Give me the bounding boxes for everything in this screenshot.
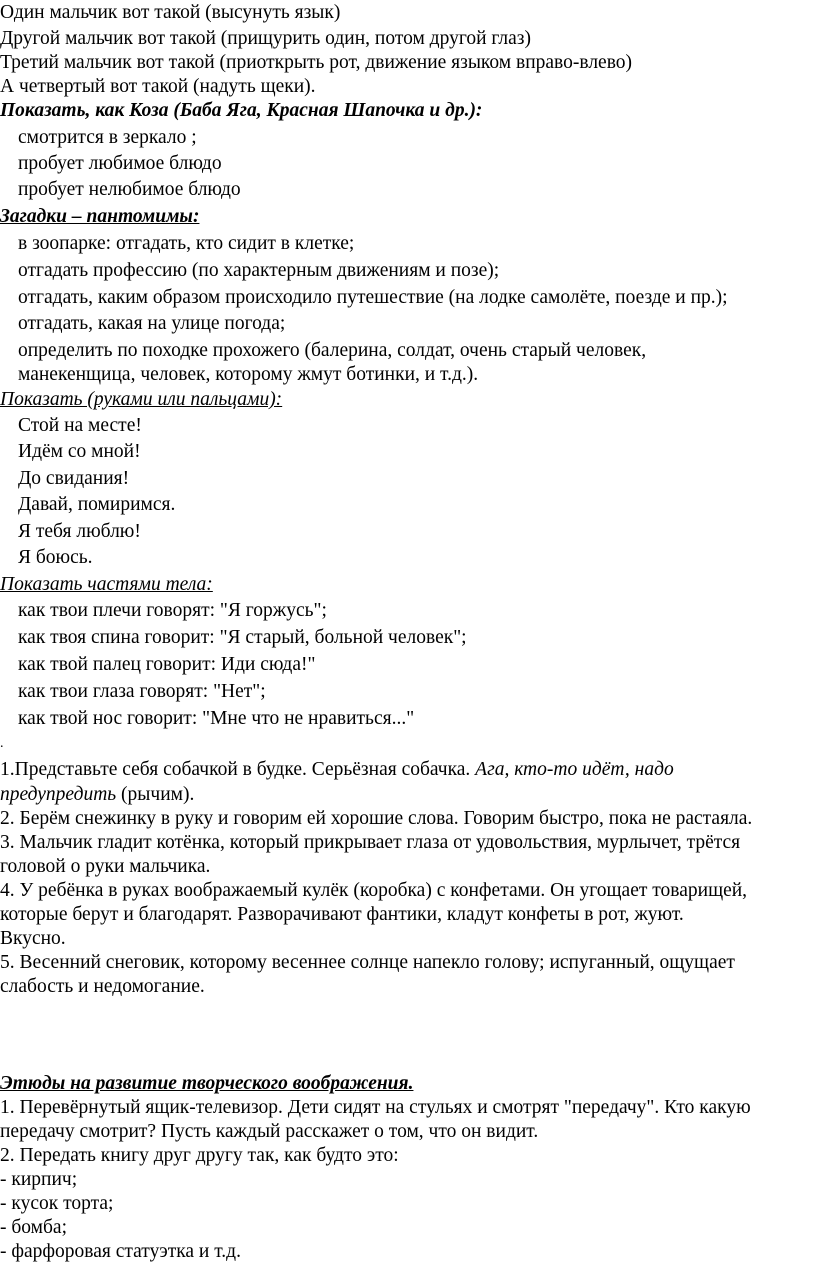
goat-heading: Показать, как Коза (Баба Яга, Красная Шапочка и др.): bbox=[0, 100, 483, 121]
riddles-item-1: в зоопарке: отгадать, кто сидит в клетке; bbox=[18, 233, 355, 254]
numbered-item-5: 5. Весенний снеговик, которому весеннее солнце напекло голову; испуганный, ощущает bbox=[0, 952, 735, 973]
etudes-line-4: - кирпич; bbox=[0, 1169, 78, 1190]
goat-item-3: пробует нелюбимое блюдо bbox=[18, 179, 241, 200]
etudes-line-1: 1. Перевёрнутый ящик-телевизор. Дети сидят на стульях и смотрят "передачу". Кто какую bbox=[0, 1097, 751, 1118]
body-item-1: как твои плечи говорят: "Я горжусь"; bbox=[18, 600, 327, 621]
item1-italic-cont: предупредить bbox=[0, 784, 117, 805]
hands-item-6: Я боюсь. bbox=[18, 547, 93, 568]
numbered-item-1-cont bbox=[0, 784, 194, 806]
numbered-item-3: 3. Мальчик гладит котёнка, который прикрывает глаза от удовольствия, мурлычет, трётся bbox=[0, 832, 741, 853]
hands-item-1: Стой на месте! bbox=[18, 415, 142, 436]
hands-heading: Показать (руками или пальцами): bbox=[0, 389, 283, 410]
riddles-item-5-cont: манекенщица, человек, которому жмут ботинки, и т.д.). bbox=[18, 364, 479, 385]
numbered-item-1 bbox=[0, 759, 674, 781]
numbered-item-4: 4. У ребёнка в руках воображаемый кулёк (коробка) с конфетами. Он угощает товарищей, bbox=[0, 880, 748, 901]
body-heading: Показать частями тела: bbox=[0, 574, 213, 595]
goat-item-2: пробует любимое блюдо bbox=[18, 153, 222, 174]
body-item-5: как твой нос говорит: "Мне что не нравиться..." bbox=[18, 708, 415, 729]
hands-item-3: До свидания! bbox=[18, 468, 130, 489]
hands-item-4: Давай, помиримся. bbox=[18, 494, 176, 515]
riddles-item-3: отгадать, каким образом происходило путешествие (на лодке самолёте, поезде и пр.); bbox=[18, 287, 728, 308]
body-item-4: как твои глаза говорят: "Нет"; bbox=[18, 681, 266, 702]
etudes-line-6: - бомба; bbox=[0, 1217, 68, 1238]
intro-line-1: Один мальчик вот такой (высунуть язык) bbox=[0, 2, 341, 23]
intro-line-4: А четвертый вот такой (надуть щеки). bbox=[0, 76, 316, 97]
item1-text: 1.Представьте себя собачкой в будке. Серьёзная собачка. bbox=[0, 759, 476, 780]
riddles-heading: Загадки – пантомимы: bbox=[0, 206, 200, 227]
riddles-item-5: определить по походке прохожего (балерина, солдат, очень старый человек, bbox=[18, 340, 647, 361]
numbered-item-4-end: Вкусно. bbox=[0, 928, 66, 949]
intro-line-3: Третий мальчик вот такой (приоткрыть рот, движение языком вправо-влево) bbox=[0, 52, 633, 73]
etudes-line-7: - фарфоровая статуэтка и т.д. bbox=[0, 1241, 241, 1262]
numbered-item-3-cont: головой о руки мальчика. bbox=[0, 856, 211, 877]
etudes-heading: Этюды на развитие творческого воображения. bbox=[0, 1073, 414, 1094]
riddles-item-2: отгадать профессию (по характерным движениям и позе); bbox=[18, 260, 500, 281]
numbered-item-2: 2. Берём снежинку в руку и говорим ей хорошие слова. Говорим быстро, пока не растаяла. bbox=[0, 808, 753, 829]
intro-line-2: Другой мальчик вот такой (прищурить один, потом другой глаз) bbox=[0, 28, 532, 49]
body-item-3: как твой палец говорит: Иди сюда!" bbox=[18, 654, 316, 675]
riddles-item-4: отгадать, какая на улице погода; bbox=[18, 313, 286, 334]
numbered-item-5-cont: слабость и недомогание. bbox=[0, 976, 205, 997]
goat-item-1: смотрится в зеркало ; bbox=[18, 127, 197, 148]
etudes-line-2: передачу смотрит? Пусть каждый расскажет о том, что он видит. bbox=[0, 1121, 539, 1142]
etudes-line-3: 2. Передать книгу друг другу так, как будто это: bbox=[0, 1145, 399, 1166]
etudes-line-5: - кусок торта; bbox=[0, 1193, 114, 1214]
body-item-2: как твоя спина говорит: "Я старый, больной человек"; bbox=[18, 627, 467, 648]
hands-item-2: Идём со мной! bbox=[18, 441, 141, 462]
item1-italic: Ага, кто-то идёт, надо bbox=[475, 759, 674, 780]
hands-item-5: Я тебя люблю! bbox=[18, 521, 141, 542]
separator-dot: . bbox=[0, 736, 4, 751]
item1-end: (рычим). bbox=[116, 784, 195, 805]
numbered-item-4-cont: которые берут и благодарят. Разворачивают фантики, кладут конфеты в рот, жуют. bbox=[0, 904, 684, 925]
